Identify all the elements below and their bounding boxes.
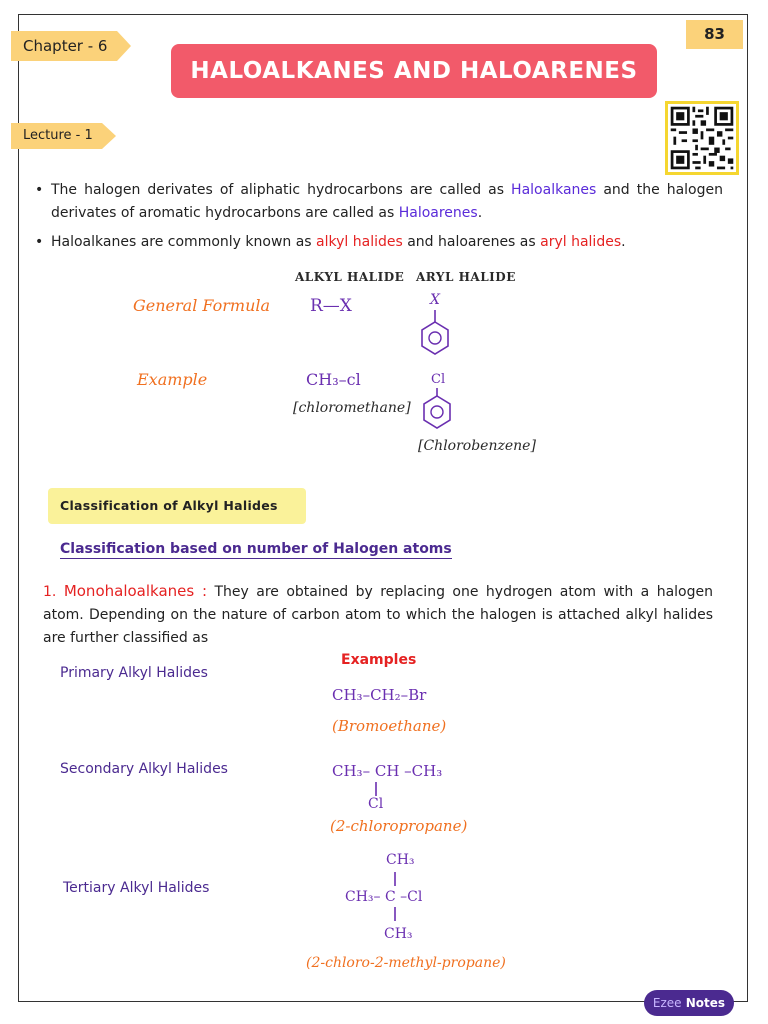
intro-bullet-2 [35,231,723,254]
secondary-formula: CH₃– CH –CH₃ [332,762,443,780]
term-haloarenes: Haloarenes [398,205,478,221]
lecture-tag: Lecture - 1 [11,123,102,149]
formula-alkyl: R—X [310,296,352,316]
term-monohaloalkanes: Monohaloalkanes : [63,582,208,600]
term-aryl-halides: aryl halides [540,234,622,250]
primary-name: (Bromoethane) [332,717,447,735]
label-secondary: Secondary Alkyl Halides [60,761,228,777]
example-aryl-sub: Cl [431,372,446,387]
brand-notes: Notes [685,996,726,1010]
example-aryl-name: [Chlorobenzene] [418,438,536,454]
page-title: HALOALKANES AND HALOARENES [171,44,657,98]
row-example: Example [137,370,208,389]
qr-code-icon[interactable] [665,101,739,175]
intro-bullet-1 [35,179,723,225]
brand-ezee: Ezee [652,996,682,1010]
item-number: 1. [43,584,57,600]
text: Haloalkanes are commonly known as [51,234,317,250]
col-alkyl-halide: ALKYL HALIDE [295,270,405,284]
chapter-tag: Chapter - 6 [11,31,117,61]
text: . [477,205,483,221]
term-haloalkanes: Haloalkanes [511,182,597,198]
tertiary-name: (2-chloro-2-methyl-propane) [306,955,506,971]
text: The halogen derivates of aliphatic hydrocarbons are called as [51,182,512,198]
classification-subheading: Classification based on number of Halogen atoms [60,541,452,557]
secondary-name: (2-chloropropane) [330,817,468,835]
bond-line [392,872,398,888]
monohaloalkanes-paragraph [43,580,713,650]
text: . [621,234,626,250]
tertiary-top: CH₃ [386,852,415,868]
classification-heading: Classification of Alkyl Halides [48,488,306,524]
secondary-sub: Cl [368,796,384,812]
label-primary: Primary Alkyl Halides [60,665,208,681]
formula-aryl-sub: X [430,292,440,308]
tertiary-bottom: CH₃ [384,926,413,942]
benzene-ring-icon [418,310,454,360]
example-alkyl-name: [chloromethane] [293,400,411,416]
primary-formula: CH₃–CH₂–Br [332,686,427,704]
qr-code-pattern [668,104,736,172]
page-number: 83 [686,20,743,49]
text: They are obtained by replacing one hydrogen atom with a halogen atom. Depending on the nature of carbon atom to which the halogen is attached alkyl halides are further classified as [43,584,713,646]
intro-bullets [35,179,723,260]
text: and the halogen derivates of aromatic hydrocarbons are called as [51,182,723,221]
term-alkyl-halides: alkyl halides [316,234,403,250]
bond-line [392,907,398,923]
label-tertiary: Tertiary Alkyl Halides [63,880,210,896]
tertiary-formula: CH₃– C –Cl [345,889,423,905]
text: and haloarenes as [402,234,541,250]
row-general-formula: General Formula [133,296,271,315]
col-aryl-halide: ARYL HALIDE [416,270,516,284]
brand-logo[interactable] [644,990,734,1016]
examples-heading: Examples [341,652,417,668]
chlorobenzene-ring-icon [420,388,456,434]
example-alkyl-formula: CH₃–cl [306,370,361,389]
